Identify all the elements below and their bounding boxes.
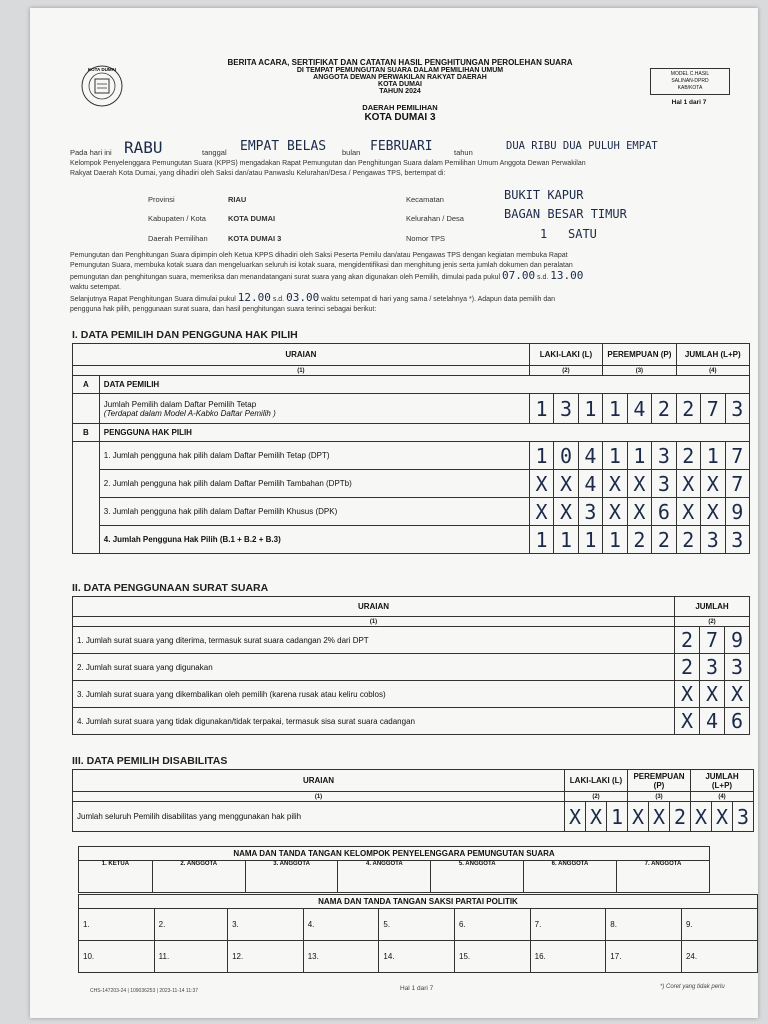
- kpps-anggota-2: 2. ANGGOTA: [152, 861, 245, 893]
- section-3-title: III. DATA PEMILIH DISABILITAS: [72, 755, 228, 767]
- kpps-anggota-3: 3. ANGGOTA: [245, 861, 338, 893]
- doc-title-5: TAHUN 2024: [379, 88, 421, 95]
- kecamatan-label: Kecamatan: [406, 195, 444, 204]
- dapil-label: DAERAH PEMILIHAN: [362, 103, 438, 112]
- kelurahan-label: Kelurahan / Desa: [406, 214, 464, 223]
- svg-text:KOTA DUMAI: KOTA DUMAI: [87, 67, 117, 72]
- table-row: 1. Jumlah surat suara yang diterima, termasuk surat suara cadangan 2% dari DPT 2 7 9: [73, 627, 750, 654]
- tahun-value: DUA RIBU DUA PULUH EMPAT: [506, 140, 658, 152]
- body-p5: Selanjutnya Rapat Penghitungan Suara dimulai pukul 12.00 s.d. 03.00 waktu setempat di hari yang sama / setelahnya *). Adapun data pemilih dan: [70, 291, 556, 304]
- bulan-label: bulan: [342, 148, 361, 157]
- provinsi-label: Provinsi: [148, 195, 175, 204]
- intro-para-2: Rakyat Daerah Kota Dumai, yang dihadiri oleh Saksi dan/atau Panwaslu Kelurahan/Desa / Pengawas TPS, bertempat di:: [70, 170, 446, 177]
- form-model-box: MODEL C.HASIL SALINAN-DPRD KAB/KOTA: [650, 68, 730, 95]
- body-p6: pengguna hak pilih, penggunaan surat suara, dan hasil penghitungan suara terinci sebagai berikut:: [70, 306, 377, 313]
- tahun-label: tahun: [454, 148, 473, 157]
- table-row: 4. Jumlah Pengguna Hak Pilih (B.1 + B.2 + B.3) 1 1 1 1 2 2 2 3 3: [73, 526, 750, 554]
- section-1-title: I. DATA PEMILIH DAN PENGGUNA HAK PILIH: [72, 329, 298, 341]
- kpps-anggota-4: 4. ANGGOTA: [338, 861, 431, 893]
- table-row: 1. Jumlah pengguna hak pilih dalam Daftar Pemilih Tetap (DPT) 1 0 4 1 1 3 2 1 7: [73, 442, 750, 470]
- footer-page: Hal 1 dari 7: [400, 985, 434, 992]
- table-row: Jumlah Pemilih dalam Daftar Pemilih Tetap (Terdapat dalam Model A-Kabko Daftar Pemilih ) 1 3 1 1 4 2 2 7 3: [73, 394, 750, 424]
- tanggal-label: tanggal: [202, 148, 227, 157]
- table-row: Jumlah seluruh Pemilih disabilitas yang menggunakan hak pilih X X 1 X X 2 X X 3: [73, 802, 754, 832]
- tps-text: SATU: [568, 227, 597, 241]
- kabkota-value: KOTA DUMAI: [228, 214, 276, 223]
- footer-note: *) Coret yang tidak perlu: [660, 984, 725, 990]
- table-row: 4. Jumlah surat suara yang tidak digunakan/tidak terpakai, termasuk sisa surat suara cadangan X 4 6: [73, 708, 750, 735]
- end-time-2: 03.00: [286, 291, 320, 304]
- hari-value: RABU: [124, 138, 163, 157]
- kpps-anggota-7: 7. ANGGOTA: [616, 861, 709, 893]
- start-time-1: 07.00: [501, 269, 536, 282]
- tanggal-value: EMPAT BELAS: [240, 139, 327, 154]
- tps-value: 1: [540, 227, 548, 241]
- section-3-table: URAIAN LAKI-LAKI (L) PEREMPUAN (P) JUMLAH (L+P) (1) (2) (3) (4) Jumlah seluruh Pemilih disabilitas yang menggunakan hak pilih X X 1 X X 2 X X 3: [72, 769, 754, 832]
- start-time-2: 12.00: [237, 291, 271, 304]
- table-row: 3. Jumlah surat suara yang dikembalikan oleh pemilih (karena rusak atau keliru coblos) X X X: [73, 681, 750, 708]
- body-p3: pemungutan dan penghitungan suara, memeriksa dan menandatangani surat suara yang akan digunakan oleh Pemilih, dimulai pada pukul 07.00 s.d. 13.00: [70, 269, 584, 282]
- section-2-title: II. DATA PENGGUNAAN SURAT SUARA: [72, 582, 269, 594]
- doc-title-1: BERITA ACARA, SERTIFIKAT DAN CATATAN HASIL PENGHITUNGAN PEROLEHAN SUARA: [227, 58, 573, 67]
- kpps-signature-table: NAMA DAN TANDA TANGAN KELOMPOK PENYELENGGARA PEMUNGUTAN SUARA 1. KETUA 2. ANGGOTA 3. ANGGOTA 4. ANGGOTA 5. ANGGOTA 6. ANGGOTA 7. ANGGOTA: [78, 846, 710, 893]
- form-page: [30, 8, 758, 1018]
- footer-code: CHS-147203-24 | 109036253 | 2023-11-14 11:37: [90, 988, 199, 994]
- pengguna-hak-pilih-heading: PENGGUNA HAK PILIH: [99, 424, 749, 442]
- dapil-title: KOTA DUMAI 3: [364, 112, 436, 123]
- intro-line: Pada hari ini: [70, 148, 112, 157]
- section-2-table: URAIAN JUMLAH (1) (2) 1. Jumlah surat suara yang diterima, termasuk surat suara cadangan 2% dari DPT 2 7 9 2. Jumlah surat suara yang digunakan 2 3 3 3. Jumlah surat suara yang dikembalikan oleh pemilih (karena rusak atau keliru coblos) X X X 4. Jumlah surat suara yang tidak digunakan/tidak terpakai, termasuk sisa surat suara cadangan X 4 6: [72, 596, 750, 735]
- saksi-signature-table: NAMA DAN TANDA TANGAN SAKSI PARTAI POLITIK 1. 2. 3. 4. 5. 6. 7. 8. 9. 10. 11. 12. 13. 14. 15. 16. 17. 24.: [78, 894, 758, 973]
- kpps-anggota-6: 6. ANGGOTA: [524, 861, 617, 893]
- kabkota-label: Kabupaten / Kota: [148, 214, 206, 223]
- data-pemilih-heading: DATA PEMILIH: [99, 376, 749, 394]
- body-p2: Pemungutan Suara, membuka kotak suara dan mengeluarkan seluruh isi kotak suara, mengidentifikasi dan menghitung jenis serta jumlah dokumen dan peralatan: [70, 262, 573, 269]
- table-row: 2. Jumlah pengguna hak pilih dalam Daftar Pemilih Tambahan (DPTb) X X 4 X X 3 X X 7: [73, 470, 750, 498]
- kecamatan-value: BUKIT KAPUR: [504, 188, 584, 202]
- section-1-table: URAIAN LAKI-LAKI (L) PEREMPUAN (P) JUMLAH (L+P) (1) (2) (3) (4) A DATA PEMILIH Jumlah Pemilih dalam Daftar Pemilih Tetap (Terdapat dalam Model A-Kabko Daftar Pemilih ) 1 3 1 1 4 2 2 7 3 B PENGGUNA HAK PILIH 1. Jumlah pengguna hak pilih dalam Daftar Pemilih Tetap (DPT) 1 0 4 1 1 3 2 1 7 2. Jumlah pengguna hak pilih dalam Daftar Pemilih Tambahan (DPTb) X X 4 X X 3 X X 7 3. Jumlah pengguna hak pilih dalam Daftar Pemilih Khusus (DPK) X X 3 X X 6 X X 9 4. Jumlah Pengguna Hak Pilih (B.1 + B.2 + B.3) 1 1 1 1 2 2 2 3 3: [72, 343, 750, 554]
- table-row: 3. Jumlah pengguna hak pilih dalam Daftar Pemilih Khusus (DPK) X X 3 X X 6 X X 9: [73, 498, 750, 526]
- doc-title-4: KOTA DUMAI: [378, 81, 422, 88]
- page-number: Hal 1 dari 7: [671, 99, 707, 106]
- tps-label: Nomor TPS: [406, 234, 446, 243]
- intro-para-1: Kelompok Penyelenggara Pemungutan Suara (KPPS) mengadakan Rapat Pemungutan dan Penghitungan Suara dalam Pemilihan Umum Anggota Dewan Perwakilan: [70, 160, 586, 167]
- doc-title-2: DI TEMPAT PEMUNGUTAN SUARA DALAM PEMILIHAN UMUM: [296, 67, 504, 74]
- table-row: 2. Jumlah surat suara yang digunakan 2 3 3: [73, 654, 750, 681]
- dapil-row-label: Daerah Pemilihan: [148, 234, 208, 243]
- provinsi-value: RIAU: [228, 195, 247, 204]
- dapil-row-value: KOTA DUMAI 3: [228, 234, 282, 243]
- kelurahan-value: BAGAN BESAR TIMUR: [504, 207, 627, 221]
- bulan-value: FEBRUARI: [370, 139, 433, 154]
- kpu-logo: [80, 62, 124, 112]
- body-p4: waktu setempat.: [70, 284, 121, 291]
- end-time-1: 13.00: [550, 269, 584, 282]
- kpps-anggota-5: 5. ANGGOTA: [431, 861, 524, 893]
- body-p1: Pemungutan dan Penghitungan Suara dipimpin oleh Ketua KPPS dihadiri oleh Saksi Peserta Pemilu dan/atau Pengawas TPS dengan kegiatan membuka Rapat: [70, 252, 568, 259]
- doc-title-3: ANGGOTA DEWAN PERWAKILAN RAKYAT DAERAH: [313, 74, 487, 81]
- kpps-ketua: 1. KETUA: [79, 861, 153, 893]
